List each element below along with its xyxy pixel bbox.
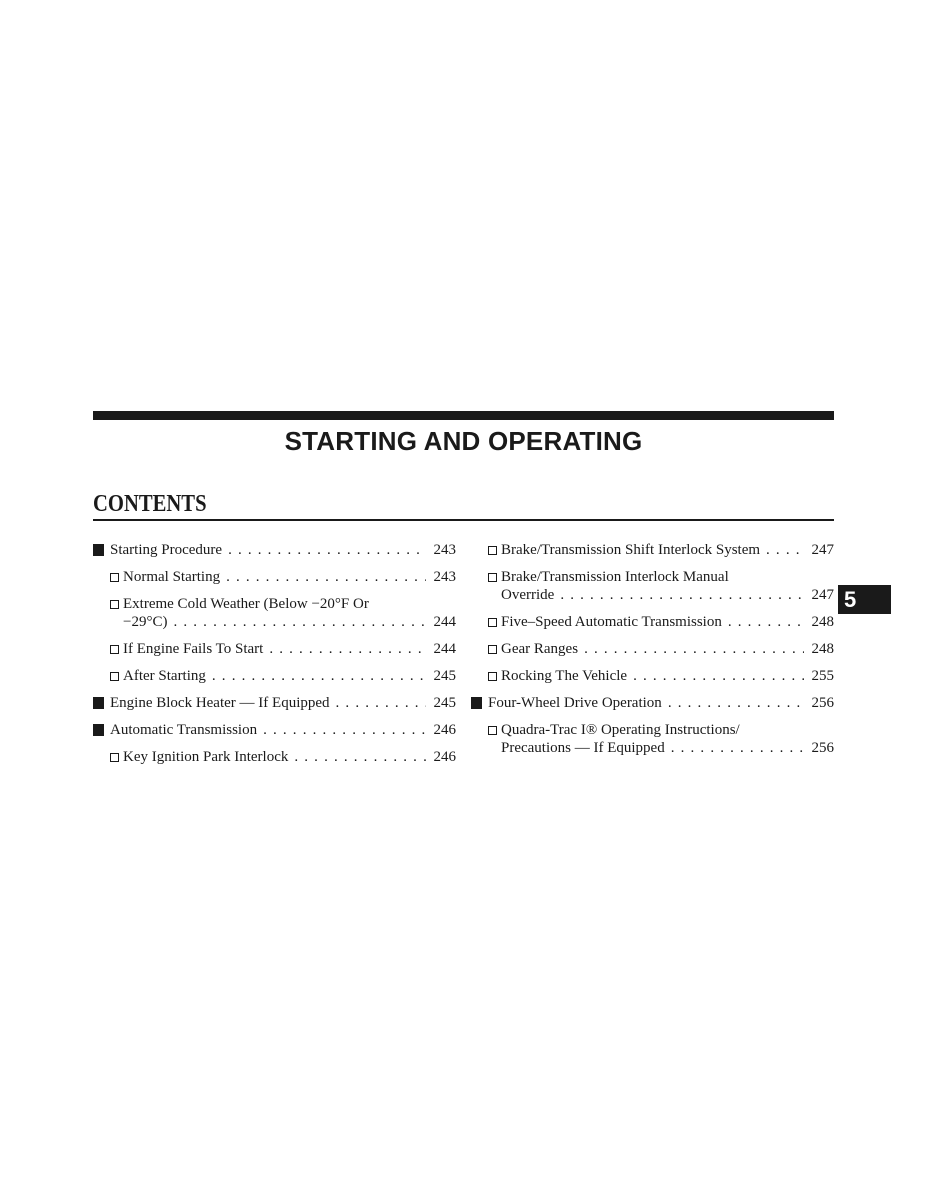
toc-entry[interactable] — [93, 721, 456, 739]
chapter-title: STARTING AND OPERATING — [284, 426, 643, 456]
solid-square-bullet-icon — [471, 694, 482, 714]
dot-leader — [766, 541, 803, 559]
toc-entry[interactable] — [93, 694, 456, 712]
toc-right-column — [471, 541, 834, 766]
hollow-square-bullet-icon — [110, 640, 119, 659]
toc-entry-title-line: Extreme Cold Weather (Below −20°F Or — [123, 596, 369, 612]
toc-page-number: 246 — [433, 722, 456, 738]
dot-leader — [212, 667, 426, 685]
toc-page-number: 247 — [811, 587, 834, 603]
toc-entry-title: Four-Wheel Drive Operation — [488, 695, 662, 711]
contents-heading: CONTENTS — [93, 491, 207, 517]
toc-entry[interactable] — [471, 613, 834, 631]
dot-leader — [584, 640, 803, 658]
toc-entry-title: Starting Procedure — [110, 542, 223, 558]
toc-entry-title: Rocking The Vehicle — [501, 668, 628, 684]
toc-entry[interactable] — [93, 568, 456, 586]
toc-entry-title-line: Quadra-Trac I® Operating Instructions/ — [501, 722, 740, 738]
hollow-square-bullet-icon — [488, 667, 497, 686]
toc-page-number: 255 — [811, 668, 834, 684]
dot-leader — [668, 694, 804, 712]
contents-rule — [93, 519, 834, 521]
hollow-square-bullet-icon — [488, 568, 497, 587]
dot-leader — [633, 667, 803, 685]
toc-entry[interactable] — [471, 640, 834, 658]
dot-leader — [269, 640, 425, 658]
toc-entry-title: Five–Speed Automatic Transmission — [501, 614, 722, 630]
hollow-square-bullet-icon — [488, 541, 497, 560]
toc-entry[interactable] — [93, 640, 456, 658]
dot-leader — [728, 613, 804, 631]
dot-leader — [173, 613, 425, 631]
dot-leader — [226, 568, 425, 586]
hollow-square-bullet-icon — [488, 640, 497, 659]
dot-leader — [671, 739, 804, 757]
toc-page-number: 246 — [433, 749, 456, 765]
toc-left-column — [93, 541, 456, 775]
solid-square-bullet-icon — [93, 694, 104, 714]
toc-page-number: 247 — [811, 542, 834, 558]
toc-page-number: 245 — [433, 695, 456, 711]
toc-entry[interactable] — [471, 568, 834, 604]
toc-page-number: 243 — [433, 542, 456, 558]
hollow-square-bullet-icon — [488, 721, 497, 740]
toc-page-number: 248 — [811, 614, 834, 630]
toc-entry[interactable] — [471, 694, 834, 712]
toc-page-number: 245 — [433, 668, 456, 684]
toc-entry-title: Engine Block Heater — If Equipped — [110, 695, 330, 711]
hollow-square-bullet-icon — [488, 613, 497, 632]
toc-page-number: 248 — [811, 641, 834, 657]
toc-entry[interactable] — [471, 541, 834, 559]
dot-leader — [560, 586, 803, 604]
toc-entry[interactable] — [93, 667, 456, 685]
toc-entry-title: Precautions — If Equipped — [501, 740, 665, 756]
dot-leader — [294, 748, 425, 766]
toc-entry-title: Key Ignition Park Interlock — [123, 749, 289, 765]
toc-page-number: 244 — [433, 641, 456, 657]
dot-leader — [263, 721, 425, 739]
toc-entry[interactable] — [93, 541, 456, 559]
toc-entry-title: Override — [501, 587, 555, 603]
toc-page-number: 243 — [433, 569, 456, 585]
solid-square-bullet-icon — [93, 541, 104, 561]
hollow-square-bullet-icon — [110, 748, 119, 767]
toc-entry[interactable] — [93, 595, 456, 631]
hollow-square-bullet-icon — [110, 595, 119, 614]
chapter-tab-marker: 5 — [838, 585, 891, 614]
toc-entry-title: Gear Ranges — [501, 641, 579, 657]
dot-leader — [228, 541, 425, 559]
toc-entry-title: −29°C) — [123, 614, 168, 630]
toc-page-number: 256 — [811, 740, 834, 756]
toc-entry-title: Brake/Transmission Shift Interlock System — [501, 542, 761, 558]
toc-entry[interactable] — [93, 748, 456, 766]
toc-entry-title: Normal Starting — [123, 569, 221, 585]
toc-page-number: 244 — [433, 614, 456, 630]
toc-entry[interactable] — [471, 667, 834, 685]
toc-entry-title: Automatic Transmission — [110, 722, 258, 738]
chapter-top-rule — [93, 411, 834, 420]
toc-entry-title: If Engine Fails To Start — [123, 641, 264, 657]
hollow-square-bullet-icon — [110, 568, 119, 587]
toc-entry-title-line: Brake/Transmission Interlock Manual — [501, 569, 729, 585]
dot-leader — [336, 694, 426, 712]
solid-square-bullet-icon — [93, 721, 104, 741]
toc-entry[interactable] — [471, 721, 834, 757]
hollow-square-bullet-icon — [110, 667, 119, 686]
toc-entry-title: After Starting — [123, 668, 206, 684]
toc-page-number: 256 — [811, 695, 834, 711]
